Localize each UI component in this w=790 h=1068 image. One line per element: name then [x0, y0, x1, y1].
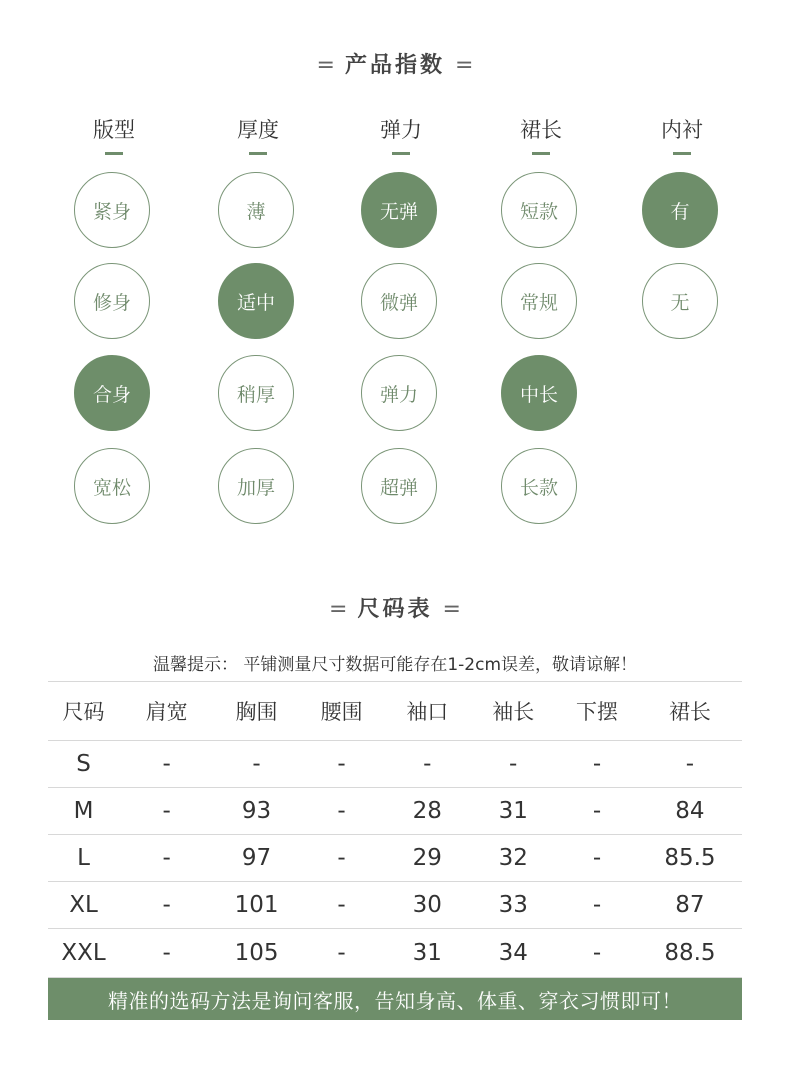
size-value-cell: -	[556, 835, 638, 882]
option-circle: 超弹	[361, 448, 437, 524]
size-value-cell: -	[556, 882, 638, 929]
size-label-cell: XXL	[48, 929, 119, 978]
option-circle-selected: 中长	[501, 355, 577, 431]
size-value-cell: -	[299, 741, 385, 788]
index-column-heading: 内衬	[661, 118, 703, 142]
size-value-cell: -	[299, 835, 385, 882]
size-chart-title	[0, 592, 790, 623]
size-value-cell: 85.5	[638, 835, 742, 882]
title-decoration-left: =	[316, 53, 335, 78]
size-value-cell: 32	[470, 835, 556, 882]
size-advice-banner	[48, 978, 742, 1020]
table-row	[48, 788, 742, 835]
option-circle-selected: 适中	[218, 263, 294, 339]
heading-underline	[392, 152, 410, 155]
size-value-cell: -	[556, 741, 638, 788]
product-index-title-text: 产品指数	[344, 53, 445, 78]
size-value-cell: 88.5	[638, 929, 742, 978]
size-header-cell: 胸围	[214, 682, 299, 741]
heading-underline	[532, 152, 550, 155]
size-value-cell: -	[556, 929, 638, 978]
size-value-cell: -	[556, 788, 638, 835]
size-value-cell: 101	[214, 882, 299, 929]
size-value-cell: 87	[638, 882, 742, 929]
size-label-cell: S	[48, 741, 119, 788]
size-value-cell: 28	[384, 788, 470, 835]
size-header-cell: 腰围	[299, 682, 385, 741]
size-chart-title-text: 尺码表	[357, 597, 433, 622]
heading-underline	[249, 152, 267, 155]
size-value-cell: 29	[384, 835, 470, 882]
index-column	[642, 116, 722, 314]
size-value-cell: -	[299, 882, 385, 929]
index-column-heading: 裙长	[520, 118, 562, 142]
option-circle: 稍厚	[218, 355, 294, 431]
index-column-heading: 版型	[93, 118, 135, 142]
option-circle-selected: 合身	[74, 355, 150, 431]
table-row	[48, 835, 742, 882]
size-value-cell: -	[299, 788, 385, 835]
index-column-heading: 厚度	[237, 118, 279, 142]
title-decoration-left: =	[329, 597, 348, 622]
title-decoration-right: =	[455, 53, 474, 78]
size-table	[48, 681, 742, 978]
option-circle: 长款	[501, 448, 577, 524]
option-circle: 宽松	[74, 448, 150, 524]
option-circle: 微弹	[361, 263, 437, 339]
size-value-cell: -	[470, 741, 556, 788]
size-header-cell: 裙长	[638, 682, 742, 741]
table-row	[48, 741, 742, 788]
size-value-cell: 31	[470, 788, 556, 835]
option-circle-selected: 无弹	[361, 172, 437, 248]
size-header-cell: 下摆	[556, 682, 638, 741]
size-value-cell: 33	[470, 882, 556, 929]
option-circle: 无	[642, 263, 718, 339]
size-label-cell: M	[48, 788, 119, 835]
size-value-cell: -	[119, 929, 214, 978]
index-column	[501, 116, 581, 499]
size-value-cell: -	[119, 835, 214, 882]
index-column	[361, 116, 441, 499]
size-value-cell: 30	[384, 882, 470, 929]
size-table-header	[48, 682, 742, 741]
heading-underline	[673, 152, 691, 155]
measurement-tip: 温馨提示： 平铺测量尺寸数据可能存在1-2cm误差，敬请谅解！	[152, 655, 638, 675]
size-value-cell: 84	[638, 788, 742, 835]
option-circle-selected: 有	[642, 172, 718, 248]
size-value-cell: 105	[214, 929, 299, 978]
option-circle: 加厚	[218, 448, 294, 524]
size-value-cell: -	[119, 788, 214, 835]
index-column-heading: 弹力	[380, 118, 422, 142]
product-index-title	[0, 48, 790, 79]
index-column	[218, 116, 298, 499]
size-value-cell: -	[299, 929, 385, 978]
size-value-cell: 31	[384, 929, 470, 978]
size-value-cell: -	[119, 741, 214, 788]
size-value-cell: 93	[214, 788, 299, 835]
size-value-cell: 34	[470, 929, 556, 978]
title-decoration-right: =	[442, 597, 461, 622]
option-circle: 常规	[501, 263, 577, 339]
size-header-cell: 肩宽	[119, 682, 214, 741]
size-label-cell: L	[48, 835, 119, 882]
index-column	[74, 116, 154, 499]
size-header-cell: 袖长	[470, 682, 556, 741]
size-value-cell: -	[119, 882, 214, 929]
table-row	[48, 882, 742, 929]
option-circle: 短款	[501, 172, 577, 248]
option-circle: 修身	[74, 263, 150, 339]
size-table-body	[48, 741, 742, 978]
option-circle: 紧身	[74, 172, 150, 248]
option-circle: 薄	[218, 172, 294, 248]
size-header-cell: 袖口	[384, 682, 470, 741]
size-value-cell: -	[214, 741, 299, 788]
table-row	[48, 929, 742, 978]
size-advice-text: 精准的选码方法是询问客服，告知身高、体重、穿衣习惯即可！	[108, 988, 682, 1013]
size-value-cell: 97	[214, 835, 299, 882]
size-header-cell: 尺码	[48, 682, 119, 741]
size-value-cell: -	[638, 741, 742, 788]
size-label-cell: XL	[48, 882, 119, 929]
heading-underline	[105, 152, 123, 155]
size-value-cell: -	[384, 741, 470, 788]
option-circle: 弹力	[361, 355, 437, 431]
